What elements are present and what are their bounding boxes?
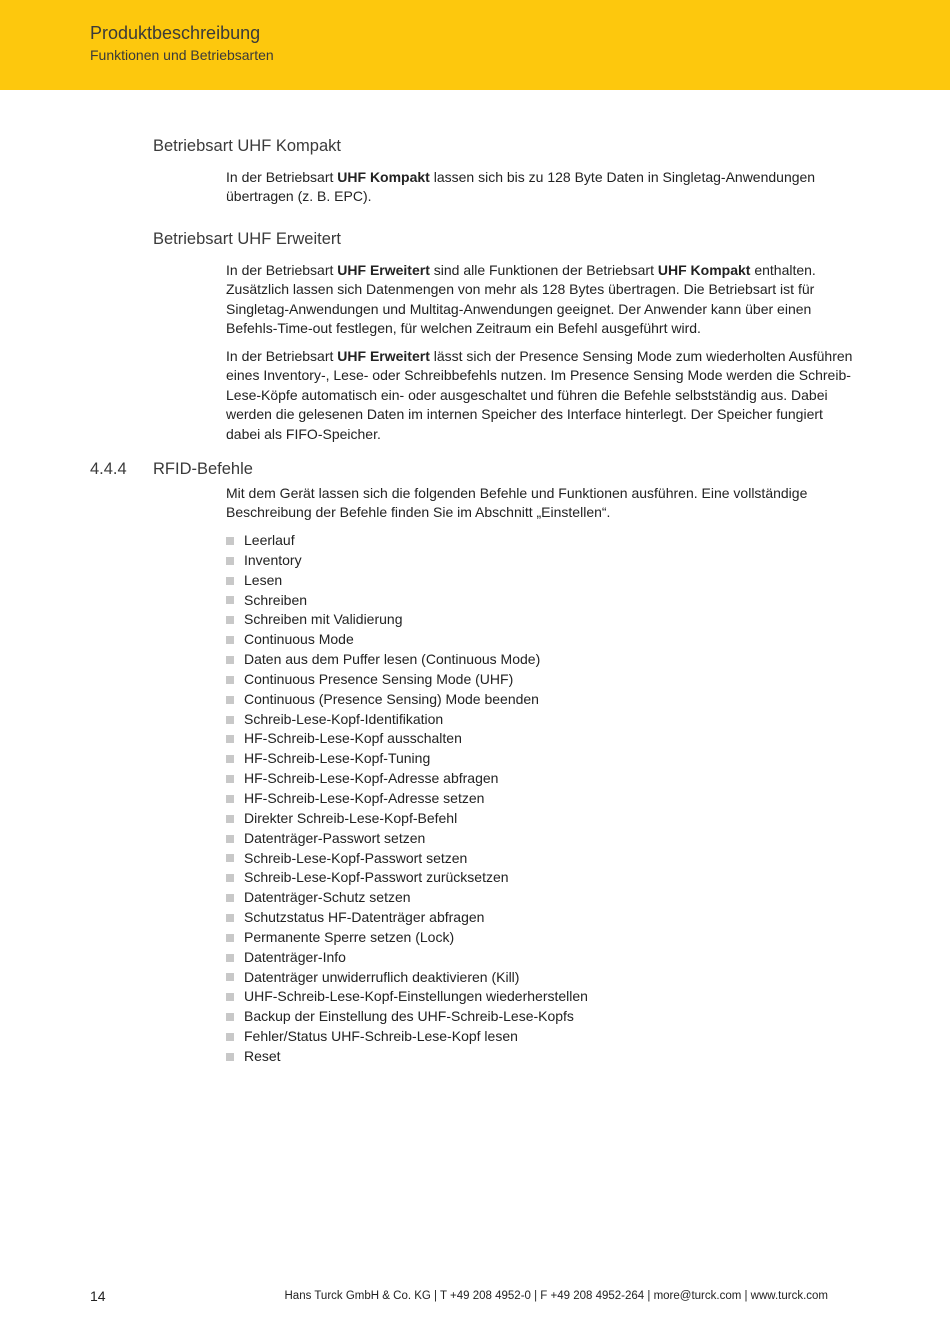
square-bullet-icon [226, 1053, 234, 1061]
list-item [226, 749, 588, 769]
chapter-subtitle: Funktionen und Betriebsarten [90, 47, 274, 63]
list-item-label: Continuous (Presence Sensing) Mode beenden [244, 690, 539, 707]
list-item-label: Lesen [244, 571, 283, 588]
list-item-label: HF-Schreib-Lese-Kopf-Adresse abfragen [244, 770, 499, 787]
list-item-label: Schreib-Lese-Kopf-Passwort setzen [244, 849, 468, 866]
list-item [226, 630, 588, 650]
square-bullet-icon [226, 854, 234, 862]
list-item-label: Continuous Mode [244, 631, 354, 648]
square-bullet-icon [226, 1033, 234, 1041]
square-bullet-icon [226, 835, 234, 843]
square-bullet-icon [226, 775, 234, 783]
list-item [226, 729, 588, 749]
list-item-label: Continuous Presence Sensing Mode (UHF) [244, 670, 514, 687]
list-item-label: Datenträger-Info [244, 948, 346, 965]
square-bullet-icon [226, 696, 234, 704]
square-bullet-icon [226, 596, 234, 604]
square-bullet-icon [226, 815, 234, 823]
list-item [226, 571, 588, 591]
list-item [226, 591, 588, 611]
square-bullet-icon [226, 795, 234, 803]
square-bullet-icon [226, 993, 234, 1001]
list-item-label: HF-Schreib-Lese-Kopf-Adresse setzen [244, 789, 485, 806]
list-item-label: Schreiben mit Validierung [244, 611, 403, 628]
list-item [226, 948, 588, 968]
list-item [226, 610, 588, 630]
list-item [226, 710, 588, 730]
list-item [226, 690, 588, 710]
heading-uhf-kompakt: Betriebsart UHF Kompakt [153, 137, 341, 155]
list-item-label: Leerlauf [244, 532, 295, 548]
list-item-label: Datenträger-Passwort setzen [244, 829, 426, 846]
square-bullet-icon [226, 537, 234, 545]
list-item [226, 849, 588, 869]
list-item [226, 1027, 588, 1047]
list-item-label: HF-Schreib-Lese-Kopf-Tuning [244, 750, 431, 767]
list-item-label: Inventory [244, 551, 302, 568]
heading-uhf-erweitert: Betriebsart UHF Erweitert [153, 230, 341, 248]
list-item [226, 769, 588, 789]
list-item [226, 1007, 588, 1027]
list-item [226, 551, 588, 571]
paragraph-uhf-erweitert-1: In der Betriebsart UHF Erweitert sind alle Funktionen der Betriebsart UHF Kompakt enthalten. Zusätzlich lassen sich Datenmengen von mehr als 128 Bytes übertragen. Die Betriebsart ist für Singletag-Anwendungen und Multitag-Anwendungen geeignet. Der Anwender kann über einen Befehls-Time-out festlegen, für welchen Zeitraum ein Befehl ausgeführt wird. [226, 262, 816, 337]
square-bullet-icon [226, 954, 234, 962]
square-bullet-icon [226, 716, 234, 724]
list-item-label: Schreib-Lese-Kopf-Identifikation [244, 710, 444, 727]
list-item [226, 1047, 588, 1067]
footer-contact: Hans Turck GmbH & Co. KG | T +49 208 4952-0 | F +49 208 4952-264 | more@turck.com | www.turck.com [284, 1290, 828, 1302]
header-band [0, 0, 950, 90]
list-item-label: Permanente Sperre setzen (Lock) [244, 928, 455, 945]
list-item-label: UHF-Schreib-Lese-Kopf-Einstellungen wiederherstellen [244, 988, 588, 1005]
paragraph-uhf-erweitert-2: In der Betriebsart UHF Erweitert lässt sich der Presence Sensing Mode zum wiederholten Ausführen eines Inventory-, Lese- oder Schreibbefehls nutzen. Im Presence Sensing Mode werden die Schreib-Lese-Köpfe automatisch ein- oder ausgeschaltet und führen die Befehle selbstständig aus. Dabei werden die gelesenen Daten im internen Speicher des Interface hinterlegt. Der Speicher fungiert dabei als FIFO-Speicher. [226, 348, 853, 442]
list-item [226, 650, 588, 670]
list-item-label: Direkter Schreib-Lese-Kopf-Befehl [244, 809, 458, 826]
square-bullet-icon [226, 874, 234, 882]
list-item-label: Datenträger unwiderruflich deaktivieren (Kill) [244, 968, 520, 985]
square-bullet-icon [226, 934, 234, 942]
page-number: 14 [90, 1288, 106, 1304]
square-bullet-icon [226, 616, 234, 624]
list-item-label: HF-Schreib-Lese-Kopf ausschalten [244, 730, 462, 747]
list-item [226, 987, 588, 1007]
square-bullet-icon [226, 755, 234, 763]
list-item-label: Schreiben [244, 591, 308, 608]
list-item [226, 868, 588, 888]
list-item [226, 888, 588, 908]
section-number: 4.4.4 [90, 460, 127, 478]
square-bullet-icon [226, 656, 234, 664]
list-item-label: Backup der Einstellung des UHF-Schreib-Lese-Kopfs [244, 1008, 574, 1025]
list-item [226, 928, 588, 948]
command-list [226, 531, 588, 1067]
list-item [226, 809, 588, 829]
square-bullet-icon [226, 735, 234, 743]
list-item-label: Reset [244, 1047, 281, 1064]
chapter-title: Produktbeschreibung [90, 23, 261, 43]
list-item [226, 968, 588, 988]
heading-rfid-befehle: RFID-Befehle [153, 460, 253, 478]
list-item-label: Schreib-Lese-Kopf-Passwort zurücksetzen [244, 869, 509, 886]
list-item-label: Datenträger-Schutz setzen [244, 889, 411, 906]
square-bullet-icon [226, 676, 234, 684]
square-bullet-icon [226, 914, 234, 922]
list-item [226, 829, 588, 849]
square-bullet-icon [226, 973, 234, 981]
list-item [226, 789, 588, 809]
paragraph-uhf-kompakt: In der Betriebsart UHF Kompakt lassen sich bis zu 128 Byte Daten in Singletag-Anwendungen übertragen (z. B. EPC). [226, 169, 816, 205]
list-item-label: Daten aus dem Puffer lesen (Continuous Mode) [244, 651, 541, 668]
paragraph-rfid-intro: Mit dem Gerät lassen sich die folgenden Befehle und Funktionen ausführen. Eine vollständige Beschreibung der Befehle finden Sie im Abschnitt „Einstellen“. [226, 485, 808, 521]
square-bullet-icon [226, 894, 234, 902]
list-item [226, 670, 588, 690]
square-bullet-icon [226, 636, 234, 644]
square-bullet-icon [226, 577, 234, 585]
square-bullet-icon [226, 1013, 234, 1021]
list-item [226, 531, 588, 551]
list-item [226, 908, 588, 928]
list-item-label: Fehler/Status UHF-Schreib-Lese-Kopf lesen [244, 1028, 518, 1045]
list-item-label: Schutzstatus HF-Datenträger abfragen [244, 909, 485, 926]
square-bullet-icon [226, 557, 234, 565]
